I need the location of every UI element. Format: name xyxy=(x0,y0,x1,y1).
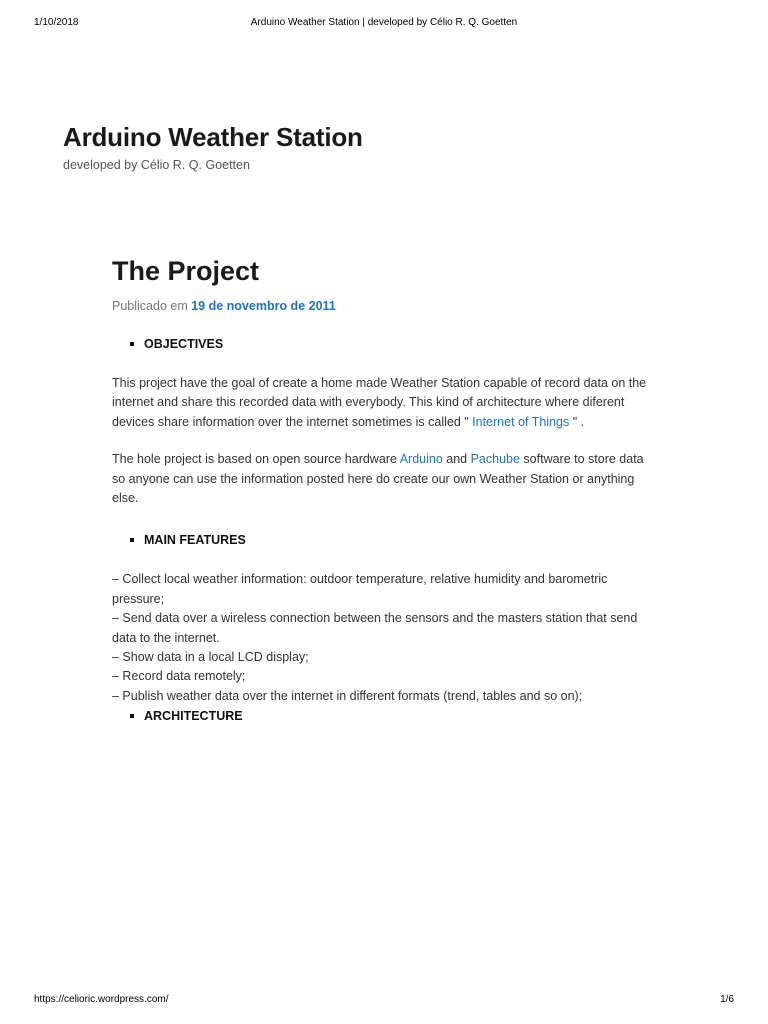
features-list xyxy=(112,570,660,706)
section-main-features xyxy=(112,532,660,548)
paragraph-hardware xyxy=(112,450,660,508)
site-title[interactable]: Arduino Weather Station xyxy=(63,122,363,152)
print-date: 1/10/2018 xyxy=(34,17,79,28)
section-heading-main-features xyxy=(112,532,660,548)
print-url: https://celioric.wordpress.com/ xyxy=(34,994,169,1005)
feature-item: – Send data over a wireless connection between the sensors and the masters station that send data to the internet. xyxy=(112,611,638,645)
print-footer xyxy=(0,994,768,1008)
bullet-icon xyxy=(130,714,134,718)
paragraph-text: The hole project is based on open source hardware xyxy=(112,452,400,467)
section-architecture xyxy=(112,708,660,724)
print-page-number: 1/6 xyxy=(720,994,734,1005)
arduino-link[interactable]: Arduino xyxy=(399,452,443,467)
section-heading-objectives xyxy=(112,336,660,352)
section-heading-architecture xyxy=(112,708,660,724)
post-meta-prefix: Publicado em xyxy=(112,299,192,313)
article xyxy=(112,252,660,724)
paragraph-text: " . xyxy=(569,414,585,429)
post-title[interactable]: The Project xyxy=(112,256,260,286)
post-meta xyxy=(112,298,660,314)
print-header xyxy=(0,17,768,31)
feature-item: – Collect local weather information: outdoor temperature, relative humidity and barometric pressure; xyxy=(112,572,608,606)
feature-item: – Publish weather data over the internet in different formats (trend, tables and so on); xyxy=(112,688,583,703)
bullet-icon xyxy=(130,538,134,542)
paragraph-text: software to store data so anyone can use the information posted here do create our own Weather Station or anything else. xyxy=(112,452,644,506)
pachube-link[interactable]: Pachube xyxy=(470,452,520,467)
print-document-title: Arduino Weather Station | developed by Célio R. Q. Goetten xyxy=(250,17,518,28)
paragraph-text: This project have the goal of create a home made Weather Station capable of record data on the internet and share this recorded data with everybody. This kind of architecture where diferent devices share information over the internet sometimes is called " xyxy=(112,376,647,429)
internet-of-things-link[interactable]: Internet of Things xyxy=(472,414,570,429)
section-objectives xyxy=(112,336,660,352)
bullet-icon xyxy=(130,342,134,346)
site-tagline: developed by Célio R. Q. Goetten xyxy=(63,158,250,172)
section-heading-label: OBJECTIVES xyxy=(144,337,224,351)
section-heading-label: ARCHITECTURE xyxy=(144,709,243,724)
section-heading-label: MAIN FEATURES xyxy=(144,533,246,548)
paragraph-text: and xyxy=(442,452,471,467)
feature-item: – Show data in a local LCD display; xyxy=(112,650,309,665)
paragraph-objectives xyxy=(112,374,660,432)
feature-item: – Record data remotely; xyxy=(112,669,246,684)
post-date-link[interactable]: 19 de novembro de 2011 xyxy=(191,299,336,313)
